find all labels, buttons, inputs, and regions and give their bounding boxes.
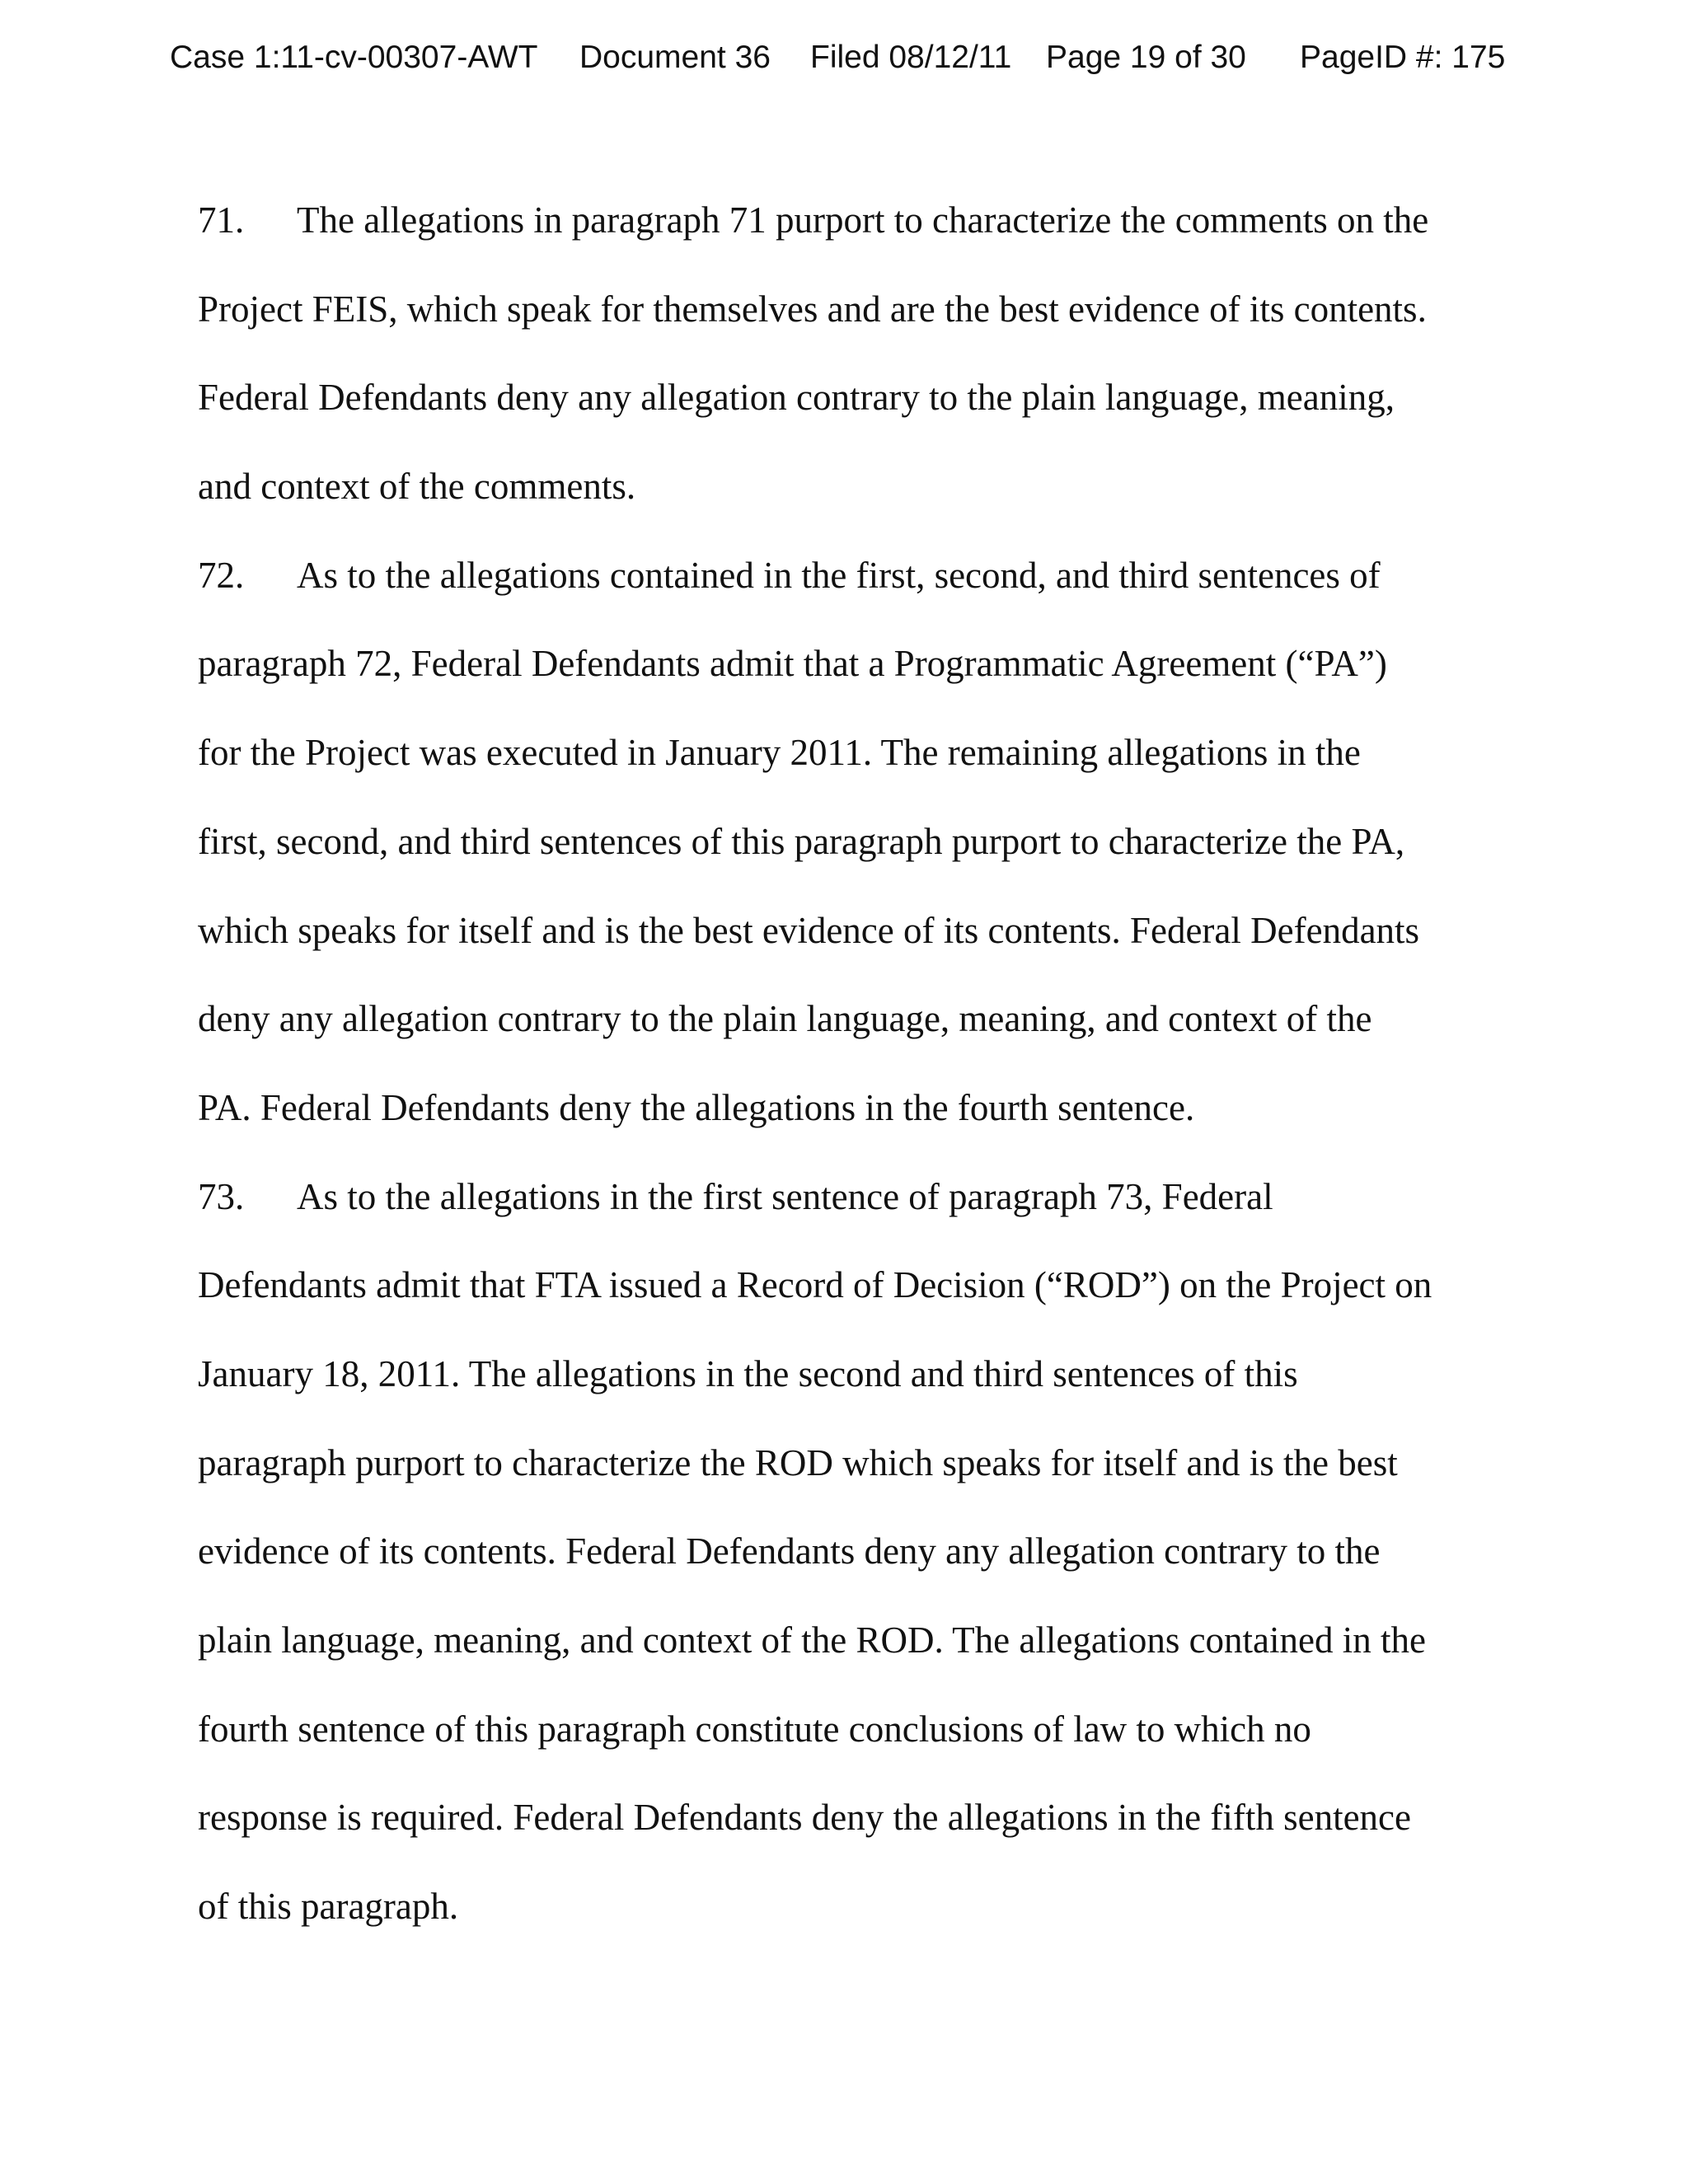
paragraph-line: deny any allegation contrary to the plain language, meaning, and context of the bbox=[198, 998, 1372, 1040]
document-number: Document 36 bbox=[579, 40, 771, 75]
paragraph-line: plain language, meaning, and context of the ROD. The allegations contained in the bbox=[198, 1619, 1426, 1661]
paragraph-72 bbox=[198, 541, 1582, 1162]
paragraph-line: fourth sentence of this paragraph constitute conclusions of law to which no bbox=[198, 1708, 1311, 1750]
paragraph-73 bbox=[198, 1162, 1582, 1961]
paragraph-text: The allegations in paragraph 71 purport to characterize the comments on the bbox=[297, 199, 1429, 241]
paragraph-line: evidence of its contents. Federal Defendants deny any allegation contrary to the bbox=[198, 1530, 1381, 1572]
paragraph-text: As to the allegations in the first sentence of paragraph 73, Federal bbox=[297, 1175, 1273, 1217]
paragraph-line: PA. Federal Defendants deny the allegations in the fourth sentence. bbox=[198, 1086, 1195, 1128]
paragraph-line: January 18, 2011. The allegations in the second and third sentences of this bbox=[198, 1352, 1298, 1394]
filed-date: Filed 08/12/11 bbox=[810, 40, 1012, 75]
page-number: Page 19 of 30 bbox=[1046, 40, 1246, 75]
paragraph-number: 71. bbox=[198, 199, 245, 241]
paragraph-line bbox=[198, 185, 1582, 274]
document-body bbox=[198, 185, 1582, 1961]
paragraph-line bbox=[198, 541, 1582, 630]
paragraph-line: paragraph purport to characterize the ROD which speaks for itself and is the best bbox=[198, 1441, 1398, 1483]
paragraph-71 bbox=[198, 185, 1582, 541]
paragraph-line: Defendants admit that FTA issued a Record of Decision (“ROD”) on the Project on bbox=[198, 1264, 1432, 1306]
paragraph-line: first, second, and third sentences of this paragraph purport to characterize the PA, bbox=[198, 820, 1405, 862]
paragraph-line bbox=[198, 1162, 1582, 1251]
paragraph-line: response is required. Federal Defendants deny the allegations in the fifth sentence bbox=[198, 1797, 1411, 1839]
paragraph-line: and context of the comments. bbox=[198, 466, 636, 508]
case-number: Case 1:11-cv-00307-AWT bbox=[170, 40, 538, 75]
paragraph-number: 72. bbox=[198, 554, 245, 596]
paragraph-line: of this paragraph. bbox=[198, 1886, 459, 1928]
paragraph-text: As to the allegations contained in the first, second, and third sentences of bbox=[297, 554, 1381, 596]
paragraph-line: which speaks for itself and is the best evidence of its contents. Federal Defendants bbox=[198, 909, 1420, 951]
paragraph-line: paragraph 72, Federal Defendants admit that a Programmatic Agreement (“PA”) bbox=[198, 643, 1387, 685]
paragraph-line: Project FEIS, which speak for themselves and are the best evidence of its contents. bbox=[198, 288, 1427, 330]
paragraph-number: 73. bbox=[198, 1175, 245, 1217]
page-id: PageID #: 175 bbox=[1300, 40, 1506, 75]
paragraph-line: for the Project was executed in January 2011. The remaining allegations in the bbox=[198, 732, 1361, 774]
paragraph-line: Federal Defendants deny any allegation contrary to the plain language, meaning, bbox=[198, 377, 1395, 419]
